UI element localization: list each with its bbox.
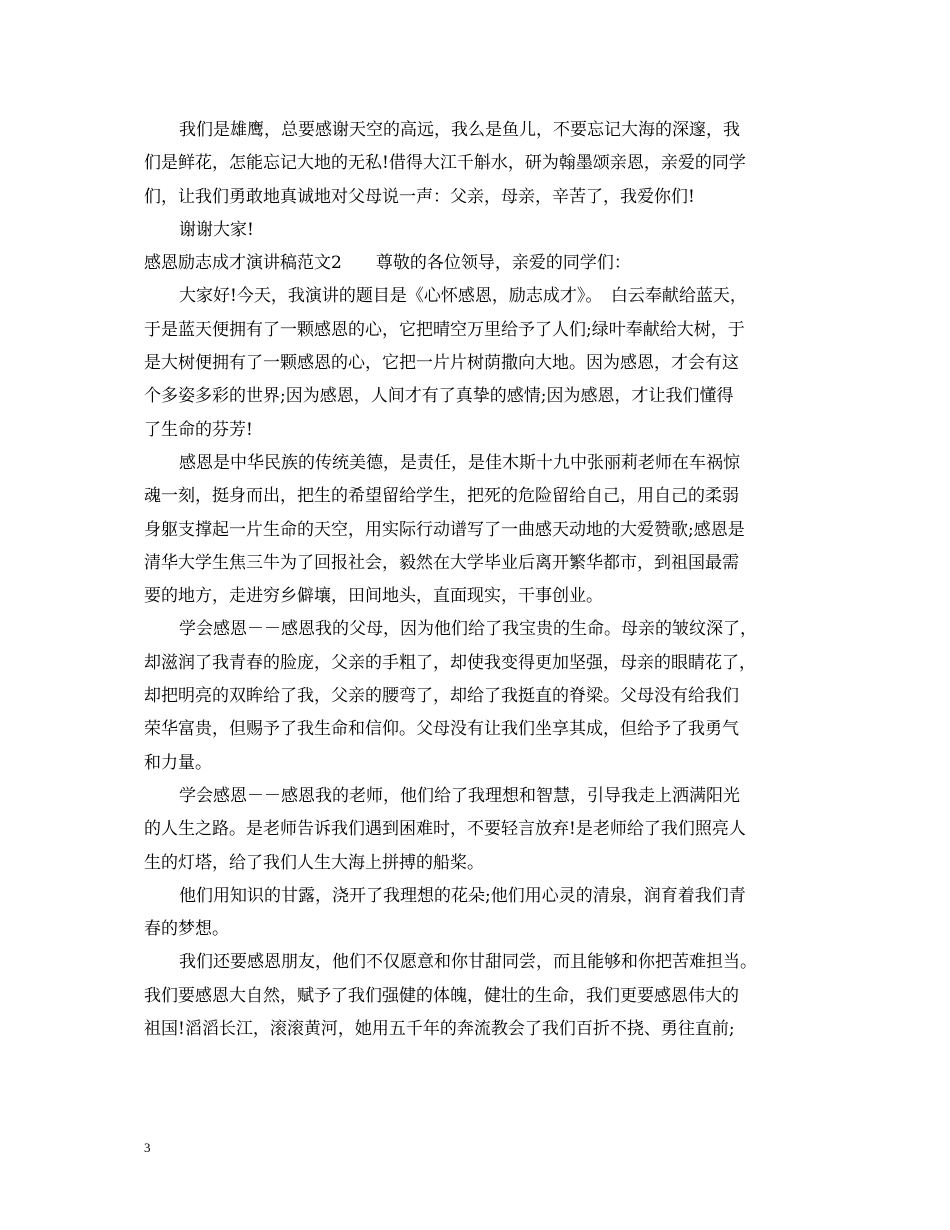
text-line: 生的灯塔，给了我们人生大海上拼搏的船桨。 — [144, 852, 484, 873]
text-line: 清华大学生焦三牛为了回报社会，毅然在大学毕业后离开繁华都市，到祖国最需 — [144, 552, 739, 573]
text-line: 学会感恩－－感恩我的父母，因为他们给了我宝贵的生命。母亲的皱纹深了， — [179, 619, 757, 640]
text-line: 要的地方，走进穷乡僻壤，田间地头，直面现实，干事创业。 — [144, 586, 603, 607]
text-line: 们是鲜花，怎能忘记大地的无私!借得大江千斛水，研为翰墨颂亲恩，亲爱的同学 — [144, 153, 746, 174]
text-line: 和力量。 — [144, 752, 212, 773]
section-heading: 感恩励志成才演讲稿范文2 尊敬的各位领导，亲爱的同学们： — [144, 253, 631, 274]
text-line: 学会感恩－－感恩我的老师，他们给了我理想和智慧，引导我走上洒满阳光 — [179, 785, 740, 806]
text-line: 的人生之路。是老师告诉我们遇到困难时，不要轻言放弃!是老师给了我们照亮人 — [144, 819, 746, 840]
text-line: 荣华富贵，但赐予了我生命和信仰。父母没有让我们坐享其成，但给予了我勇气 — [144, 719, 739, 740]
document-body — [144, 114, 826, 1046]
text-line: 却把明亮的双眸给了我，父亲的腰弯了，却给了我挺直的脊梁。父母没有给我们 — [144, 686, 739, 707]
text-line: 我们是雄鹰，总要感谢天空的高远，我么是鱼儿，不要忘记大海的深邃，我 — [179, 120, 740, 140]
text-line: 却滋润了我青春的脸庞，父亲的手粗了，却使我变得更加坚强，母亲的眼睛花了， — [144, 652, 756, 673]
text-line: 我们要感恩大自然，赋予了我们强健的体魄，健壮的生命，我们更要感恩伟大的 — [144, 985, 739, 1006]
text-line: 他们用知识的甘露，浇开了我理想的花朵;他们用心灵的清泉，润育着我们青 — [179, 885, 746, 906]
text-line: 大家好!今天，我演讲的题目是《心怀感恩，励志成才》。 白云奉献给蓝天， — [179, 286, 747, 307]
text-line: 个多姿多彩的世界;因为感恩，人间才有了真挚的感情;因为感恩，才让我们懂得 — [144, 386, 734, 407]
text-line: 祖国!滔滔长江，滚滚黄河，她用五千年的奔流教会了我们百折不挠、勇往直前; — [144, 1019, 735, 1040]
text-line: 魂一刻，挺身而出，把生的希望留给学生，把死的危险留给自己，用自己的柔弱 — [144, 486, 739, 507]
text-line: 身躯支撑起一片生命的天空，用实际行动谱写了一曲感天动地的大爱赞歌;感恩是 — [144, 519, 745, 540]
text-line: 春的梦想。 — [144, 919, 229, 940]
text-line: 我们还要感恩朋友，他们不仅愿意和你甘甜同尝，而且能够和你把苦难担当。 — [179, 952, 757, 973]
page-number: 3 — [144, 1140, 151, 1155]
text-line: 是大树便拥有了一颗感恩的心，它把一片片树荫撒向大地。因为感恩，才会有这 — [144, 353, 739, 374]
text-line: 谢谢大家! — [179, 219, 254, 240]
text-line: 了生命的芬芳! — [144, 419, 253, 440]
text-line: 感恩是中华民族的传统美德，是责任，是佳木斯十九中张丽莉老师在车祸惊 — [179, 452, 740, 473]
text-line: 们，让我们勇敢地真诚地对父母说一声：父亲，母亲，辛苦了，我爱你们! — [144, 186, 695, 207]
text-line: 于是蓝天便拥有了一颗感恩的心，它把晴空万里给予了人们;绿叶奉献给大树，于 — [144, 319, 745, 340]
